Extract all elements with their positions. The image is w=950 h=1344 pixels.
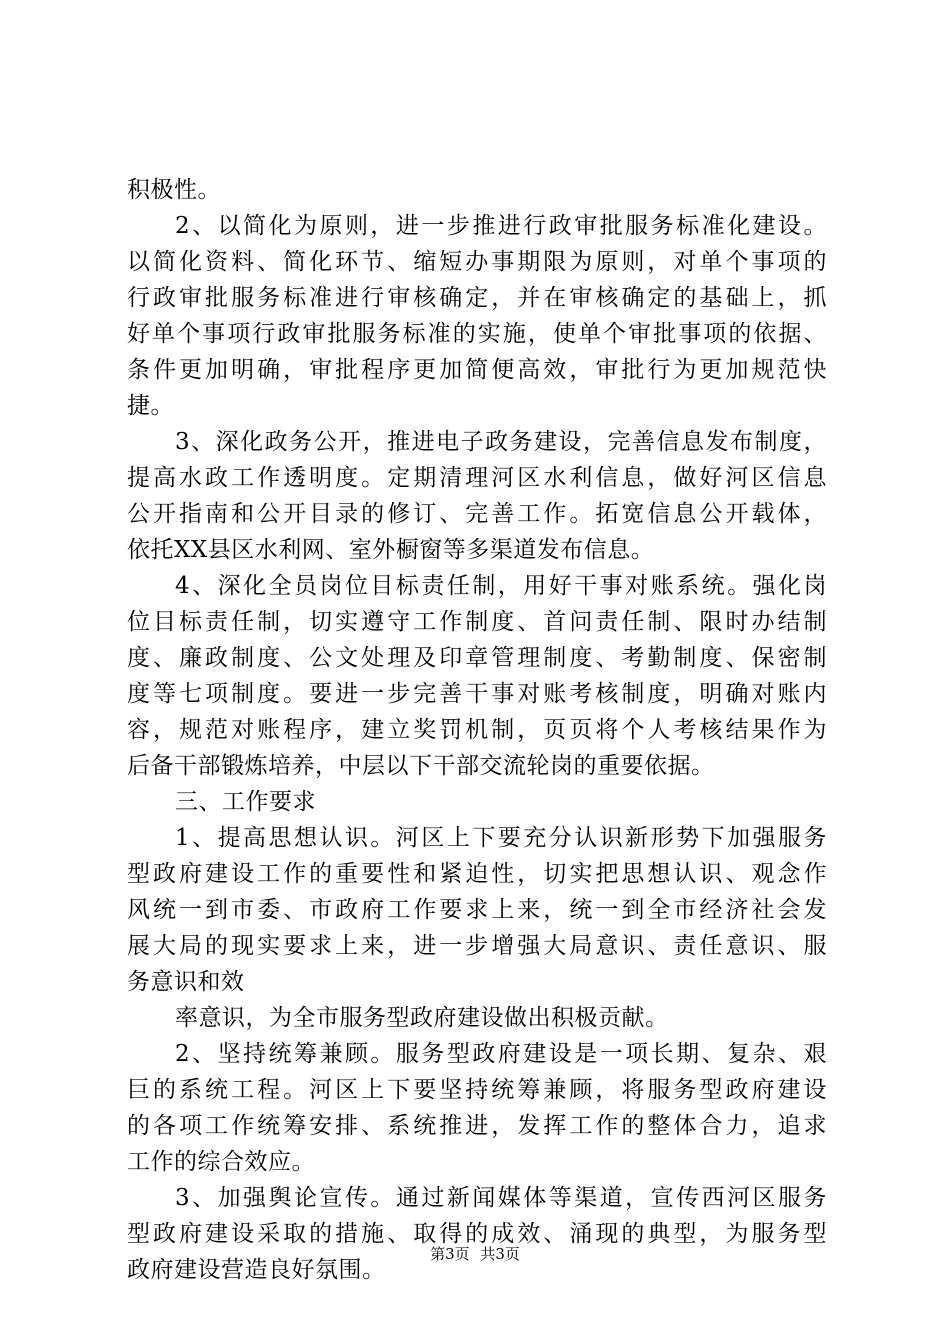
text-line: 1、提高思想认识。河区上下要充分认识新形势下加强服务 [175,825,827,851]
text-line: 型政府建设采取的措施、取得的成效、涌现的典型，为服务型 [127,1221,827,1247]
text-line: 度等七项制度。要进一步完善干事对账考核制度，明确对账内 [127,681,827,707]
text-line: 风统一到市委、市政府工作要求上来，统一到全市经济社会发 [127,897,827,923]
text-line: 后备干部锻炼培养，中层以下干部交流轮岗的重要依据。 [127,753,715,779]
text-line: 提高水政工作透明度。定期清理河区水利信息，做好河区信息 [127,465,827,491]
text-line: 工作的综合效应。 [127,1149,315,1175]
page-total: 共3页 [480,1245,520,1263]
text-line: 的各项工作统筹安排、系统推进，发挥工作的整体合力，追求 [127,1113,827,1139]
text-line: 行政审批服务标准进行审核确定，并在审核确定的基础上，抓 [127,285,827,311]
text-line: 积极性。 [127,177,221,203]
text-line: 捷。 [127,393,174,419]
text-line: 位目标责任制，切实遵守工作制度、首问责任制、限时办结制 [127,609,827,635]
text-line: 3、加强舆论宣传。通过新闻媒体等渠道，宣传西河区服务 [175,1185,827,1211]
text-line: 以简化资料、简化环节、缩短办事期限为原则，对单个事项的 [127,249,827,275]
text-line: 政府建设营造良好氛围。 [127,1257,386,1283]
text-line: 巨的系统工程。河区上下要坚持统筹兼顾，将服务型政府建设 [127,1077,827,1103]
text-line: 3、深化政务公开，推进电子政务建设，完善信息发布制度， [175,429,827,455]
text-line: 条件更加明确，审批程序更加简便高效，审批行为更加规范快 [127,357,827,383]
text-line: 率意识，为全市服务型政府建设做出积极贡献。 [175,1005,669,1031]
text-line: 容，规范对账程序，建立奖罚机制，页页将个人考核结果作为 [127,717,827,743]
text-line: 三、工作要求 [175,789,316,815]
text-line: 公开指南和公开目录的修订、完善工作。拓宽信息公开载体， [127,501,827,527]
page-footer [0,1244,950,1264]
text-line: 依托XX县区水利网、室外橱窗等多渠道发布信息。 [127,537,655,563]
text-line: 型政府建设工作的重要性和紧迫性，切实把思想认识、观念作 [127,861,827,887]
text-line: 务意识和效 [127,969,245,995]
document-body [127,172,827,1288]
page-number: 第3页 [430,1245,470,1263]
text-line: 2、以简化为原则，进一步推进行政审批服务标准化建设。 [175,213,827,239]
text-line: 好单个事项行政审批服务标准的实施，使单个审批事项的依据、 [127,321,827,347]
text-line: 展大局的现实要求上来，进一步增强大局意识、责任意识、服 [127,933,827,959]
text-line: 4、深化全员岗位目标责任制，用好干事对账系统。强化岗 [175,573,827,599]
text-line: 度、廉政制度、公文处理及印章管理制度、考勤制度、保密制 [127,645,827,671]
text-line: 2、坚持统筹兼顾。服务型政府建设是一项长期、复杂、艰 [175,1041,827,1067]
